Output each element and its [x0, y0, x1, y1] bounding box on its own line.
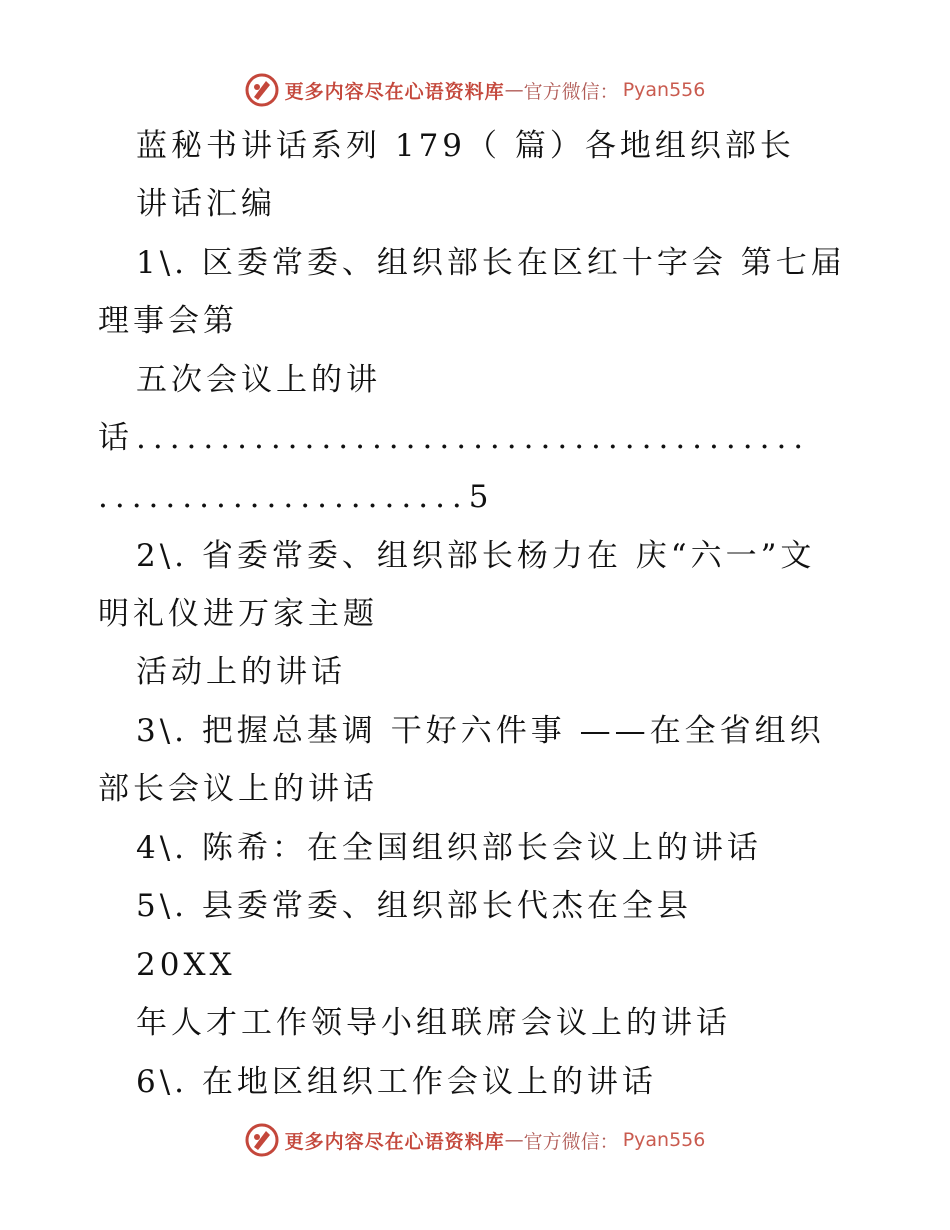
banner-main-text: 更多内容尽在心语资料库	[284, 80, 505, 103]
banner-wechat-label: 官方微信：	[523, 1130, 619, 1153]
toc-item-1-leader-1: 话........................................	[98, 420, 811, 456]
banner-main-text: 更多内容尽在心语资料库	[284, 1130, 505, 1153]
doc-title-line-2: 讲话汇编	[136, 186, 276, 222]
banner-wechat-label: 官方微信：	[523, 80, 619, 103]
toc-item-5-line-3: 年人才工作领导小组联席会议上的讲话	[136, 1005, 731, 1041]
toc-item-5-line-2: 20XX	[136, 947, 236, 983]
banner-dash: —	[504, 79, 524, 101]
toc-item-2-line-1: 2\. 省委常委、组织部长杨力在 庆“六一”文	[136, 538, 816, 574]
toc-item-3-line-1: 3\. 把握总基调 干好六件事 ——在全省组织	[136, 713, 825, 749]
toc-item-5-line-1: 5\. 县委常委、组织部长代杰在全县	[136, 888, 692, 924]
banner-wechat-id: Pyan556	[622, 79, 706, 101]
toc-item-4: 4\. 陈希：在全国组织部长会议上的讲话	[136, 830, 762, 866]
toc-item-3-line-2: 部长会议上的讲话	[98, 771, 378, 807]
banner-dash: —	[504, 1129, 524, 1151]
toc-item-6: 6\. 在地区组织工作会议上的讲话	[136, 1064, 657, 1100]
brand-logo-icon	[245, 1123, 279, 1157]
toc-item-1-line-1: 1\. 区委常委、组织部长在区红十字会 第七届	[136, 245, 846, 281]
toc-item-1-line-3: 五次会议上的讲	[136, 362, 381, 398]
doc-title-line-1: 蓝秘书讲话系列 179（ 篇）各地组织部长	[136, 128, 795, 164]
toc-item-1-line-2: 理事会第	[98, 303, 238, 339]
brand-logo-icon	[245, 73, 279, 107]
toc-item-2-line-3: 活动上的讲话	[136, 654, 346, 690]
toc-item-1-leader-2: ......................5	[98, 479, 496, 515]
header-watermark-banner	[0, 70, 950, 110]
footer-watermark-banner	[0, 1120, 950, 1160]
toc-item-2-line-2: 明礼仪进万家主题	[98, 596, 378, 632]
banner-wechat-id: Pyan556	[622, 1129, 706, 1151]
